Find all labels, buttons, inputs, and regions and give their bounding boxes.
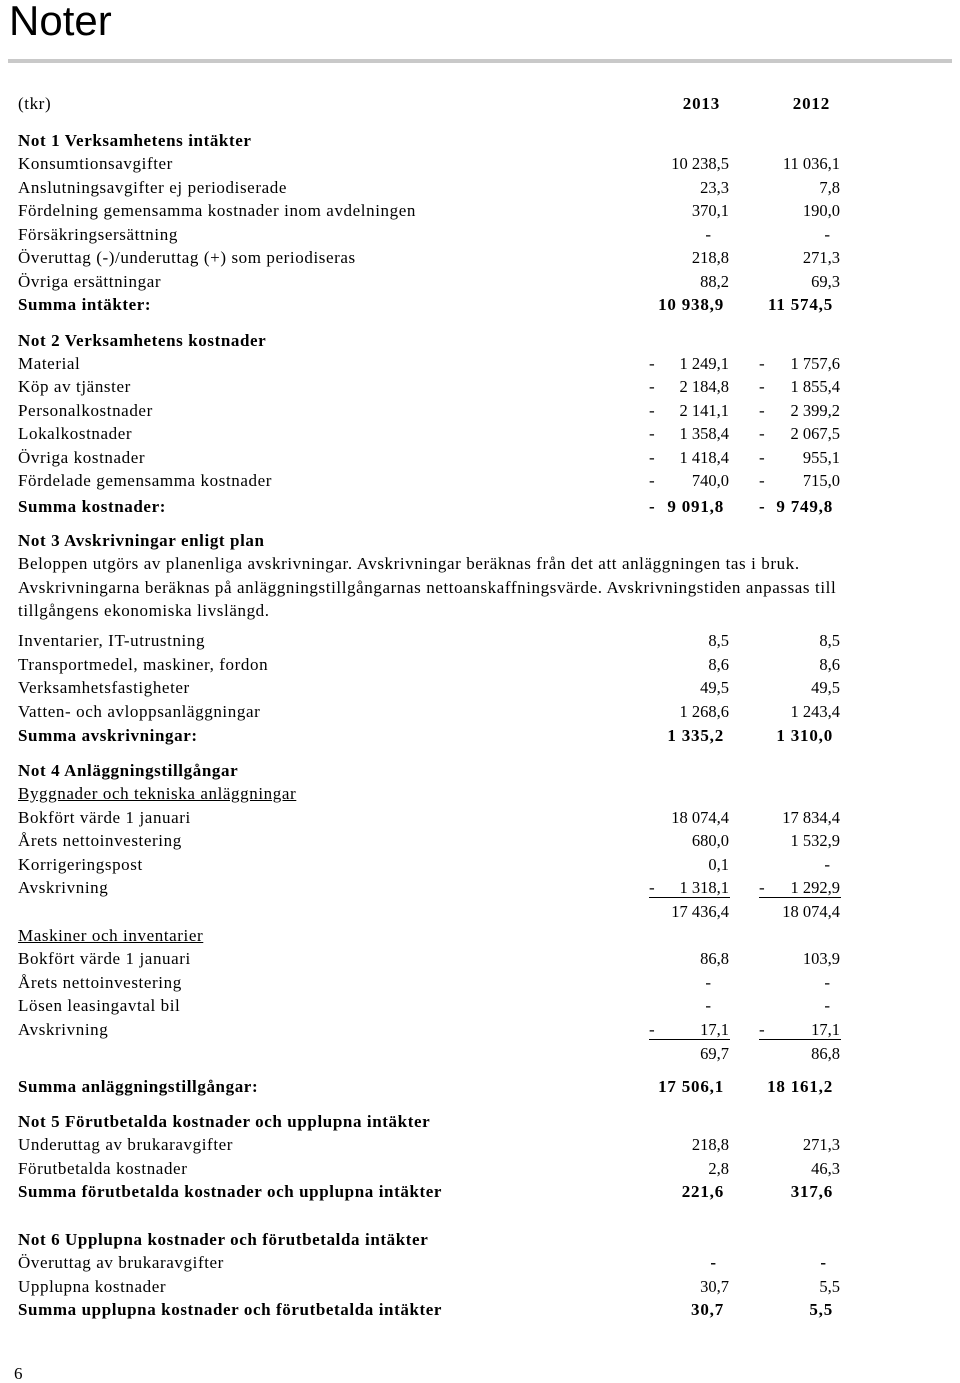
value-2013: - [705,996,711,1015]
note2-row [0,471,960,491]
value-2012: - [824,996,830,1015]
value-2013: - [710,1253,716,1272]
row-label: Fördelning gemensamma kostnader inom avdelningen [18,201,416,220]
sign-2013: - [649,497,655,516]
note-title: Not 5 Förutbetalda kostnader och upplupna intäkter [18,1112,431,1131]
note6-heading [0,1230,960,1250]
note4-heading [0,761,960,781]
row-label: Överuttag av brukaravgifter [18,1253,224,1272]
note-title: Not 1 Verksamhetens intäkter [18,131,252,150]
total-2012: 5,5 [809,1300,833,1319]
note4-total-row [0,1077,960,1097]
total-2012: 1 310,0 [776,726,833,745]
row-label: Underuttag av brukaravgifter [18,1135,234,1154]
sign-2013: - [649,401,655,420]
note2-row [0,354,960,374]
note2-row [0,401,960,421]
subtotal-2013: 17 436,4 [671,902,729,921]
note1-row [0,178,960,198]
note1-row [0,201,960,221]
sign-2012: - [759,424,765,443]
note3-row [0,655,960,675]
value-2013: 17,1 [700,1020,729,1039]
total-label: Summa upplupna kostnader och förutbetalda intäkter [18,1300,443,1319]
value-2013: 2 141,1 [679,401,729,420]
value-2012: 190,0 [802,201,840,220]
note5-total-row [0,1182,960,1202]
value-2012: 69,3 [811,272,840,291]
note2-heading [0,331,960,351]
underline-2013 [649,897,730,898]
column-header-row [0,94,960,114]
note3-description [18,552,898,623]
note1-total-row [0,295,960,315]
note4-row [0,808,960,828]
underline-2013 [649,1039,730,1040]
value-2012: 7,8 [819,178,840,197]
value-2013: 10 238,5 [671,154,729,173]
note5-row [0,1135,960,1155]
value-2013: 740,0 [691,471,729,490]
description-paragraph: Avskrivningarna beräknas på anläggningstillgångarnas nettoanskaffningsvärde. Avskrivningstiden anpassas till tillgångens ekonomiska livslängd. [18,577,837,620]
note1-row [0,272,960,292]
row-label: Förutbetalda kostnader [18,1159,188,1178]
value-2012: - [824,225,830,244]
value-2012: 271,3 [802,248,840,267]
total-2012: 9 749,8 [776,497,833,516]
note6-total-row [0,1300,960,1320]
note1-row [0,248,960,268]
value-2013: - [705,973,711,992]
value-2013: 1 268,6 [679,702,729,721]
value-2013: 30,7 [700,1277,729,1296]
value-2012: 271,3 [802,1135,840,1154]
value-2012: 17 834,4 [782,808,840,827]
row-label: Lokalkostnader [18,424,133,443]
value-2012: - [820,1253,826,1272]
row-label: Personalkostnader [18,401,153,420]
value-2012: 5,5 [819,1277,840,1296]
total-2013: 17 506,1 [658,1077,724,1096]
subtotal-2012: 18 074,4 [782,902,840,921]
row-label: Årets nettoinvestering [18,973,182,992]
row-label: Transportmedel, maskiner, fordon [18,655,269,674]
note6-row [0,1277,960,1297]
note1-row [0,154,960,174]
total-label: Summa intäkter: [18,295,152,314]
group-title: Maskiner och inventarier [18,926,204,945]
value-2012: 715,0 [802,471,840,490]
value-2013: 218,8 [691,248,729,267]
row-label: Bokfört värde 1 januari [18,949,191,968]
value-2012: - [824,855,830,874]
row-label: Upplupna kostnader [18,1277,167,1296]
row-label: Verksamhetsfastigheter [18,678,190,697]
value-2012: 8,6 [819,655,840,674]
note1-row [0,225,960,245]
sign-2012: - [759,354,765,373]
note-title: Not 2 Verksamhetens kostnader [18,331,267,350]
total-2012: 18 161,2 [767,1077,833,1096]
note6-row [0,1253,960,1273]
note3-total-row [0,726,960,746]
value-2012: 1 855,4 [790,377,840,396]
note3-row [0,631,960,651]
value-2013: 8,6 [708,655,729,674]
sign-2013: - [649,1020,655,1039]
value-2012: 1 532,9 [790,831,840,850]
note2-row [0,448,960,468]
value-2013: 370,1 [691,201,729,220]
value-2012: 955,1 [802,448,840,467]
total-2013: 221,6 [681,1182,724,1201]
row-label: Övriga kostnader [18,448,146,467]
year-2013-header: 2013 [682,94,720,113]
value-2012: 1 243,4 [790,702,840,721]
row-label: Övriga ersättningar [18,272,162,291]
row-label: Konsumtionsavgifter [18,154,173,173]
note4-row [0,996,960,1016]
total-2012: 11 574,5 [768,295,833,314]
underline-2012 [759,897,841,898]
note4-group-heading [0,926,960,946]
note4-row [0,973,960,993]
value-2013: 86,8 [700,949,729,968]
row-label: Försäkringsersättning [18,225,178,244]
total-2013: 30,7 [691,1300,724,1319]
note2-total-row [0,497,960,517]
value-2012: 8,5 [819,631,840,650]
total-2013: 1 335,2 [667,726,724,745]
value-2013: 8,5 [708,631,729,650]
value-2013: 1 318,1 [679,878,729,897]
value-2013: 1 249,1 [679,354,729,373]
row-label: Korrigeringspost [18,855,143,874]
title-divider [8,59,952,63]
description-paragraph: Beloppen utgörs av planenliga avskrivningar. Avskrivningar beräknas från det att anläggningen tas i bruk. [18,554,800,573]
value-2012: 17,1 [811,1020,840,1039]
note5-heading [0,1112,960,1132]
note-title: Not 4 Anläggningstillgångar [18,761,239,780]
value-2013: 218,8 [691,1135,729,1154]
row-label: Årets nettoinvestering [18,831,182,850]
note5-row [0,1159,960,1179]
note4-row [0,949,960,969]
page-title: Noter [9,0,112,44]
value-2013: 680,0 [691,831,729,850]
row-label: Avskrivning [18,1020,109,1039]
note3-row [0,702,960,722]
row-label: Lösen leasingavtal bil [18,996,181,1015]
value-2013: 2 184,8 [679,377,729,396]
unit-label: (tkr) [18,94,52,113]
value-2013: 18 074,4 [671,808,729,827]
sign-2013: - [649,377,655,396]
row-label: Bokfört värde 1 januari [18,808,191,827]
value-2013: 23,3 [700,178,729,197]
sign-2012: - [759,401,765,420]
total-label: Summa anläggningstillgångar: [18,1077,259,1096]
note4-row [0,1020,960,1040]
value-2013: - [705,225,711,244]
note4-row [0,855,960,875]
value-2012: 49,5 [811,678,840,697]
sign-2012: - [759,878,765,897]
note-title: Not 3 Avskrivningar enligt plan [18,531,265,550]
total-2013: 9 091,8 [667,497,724,516]
sign-2013: - [649,471,655,490]
row-label: Avskrivning [18,878,109,897]
note3-row [0,678,960,698]
total-label: Summa avskrivningar: [18,726,198,745]
value-2012: - [824,973,830,992]
sign-2013: - [649,424,655,443]
total-label: Summa förutbetalda kostnader och upplupna intäkter [18,1182,443,1201]
sign-2013: - [649,448,655,467]
value-2013: 88,2 [700,272,729,291]
note4-row [0,878,960,898]
sign-2012: - [759,1020,765,1039]
year-2012-header: 2012 [792,94,830,113]
row-label: Anslutningsavgifter ej periodiserade [18,178,287,197]
note1-heading [0,131,960,151]
sign-2013: - [649,354,655,373]
value-2013: 1 418,4 [679,448,729,467]
note4-row [0,831,960,851]
value-2012: 46,3 [811,1159,840,1178]
note3-heading [0,531,960,551]
row-label: Köp av tjänster [18,377,131,396]
value-2012: 2 399,2 [790,401,840,420]
note2-row [0,424,960,444]
total-label: Summa kostnader: [18,497,166,516]
sign-2012: - [759,497,765,516]
group-title: Byggnader och tekniska anläggningar [18,784,297,803]
total-2012: 317,6 [790,1182,833,1201]
sign-2012: - [759,471,765,490]
value-2012: 11 036,1 [782,154,840,173]
note4-subtotal-row [0,902,960,922]
row-label: Överuttag (-)/underuttag (+) som periodiseras [18,248,356,267]
value-2013: 0,1 [708,855,729,874]
value-2012: 1 292,9 [790,878,840,897]
note4-subtotal-row [0,1044,960,1064]
value-2012: 2 067,5 [790,424,840,443]
row-label: Material [18,354,81,373]
note2-row [0,377,960,397]
subtotal-2013: 69,7 [700,1044,729,1063]
sign-2012: - [759,377,765,396]
subtotal-2012: 86,8 [811,1044,840,1063]
row-label: Vatten- och avloppsanläggningar [18,702,261,721]
value-2013: 2,8 [708,1159,729,1178]
page-number: 6 [14,1364,23,1383]
value-2013: 49,5 [700,678,729,697]
value-2012: 1 757,6 [790,354,840,373]
sign-2012: - [759,448,765,467]
underline-2012 [759,1039,841,1040]
row-label: Fördelade gemensamma kostnader [18,471,273,490]
row-label: Inventarier, IT-utrustning [18,631,206,650]
value-2012: 103,9 [802,949,840,968]
sign-2013: - [649,878,655,897]
note-title: Not 6 Upplupna kostnader och förutbetalda intäkter [18,1230,429,1249]
note4-group-heading [0,784,960,804]
value-2013: 1 358,4 [679,424,729,443]
total-2013: 10 938,9 [658,295,724,314]
